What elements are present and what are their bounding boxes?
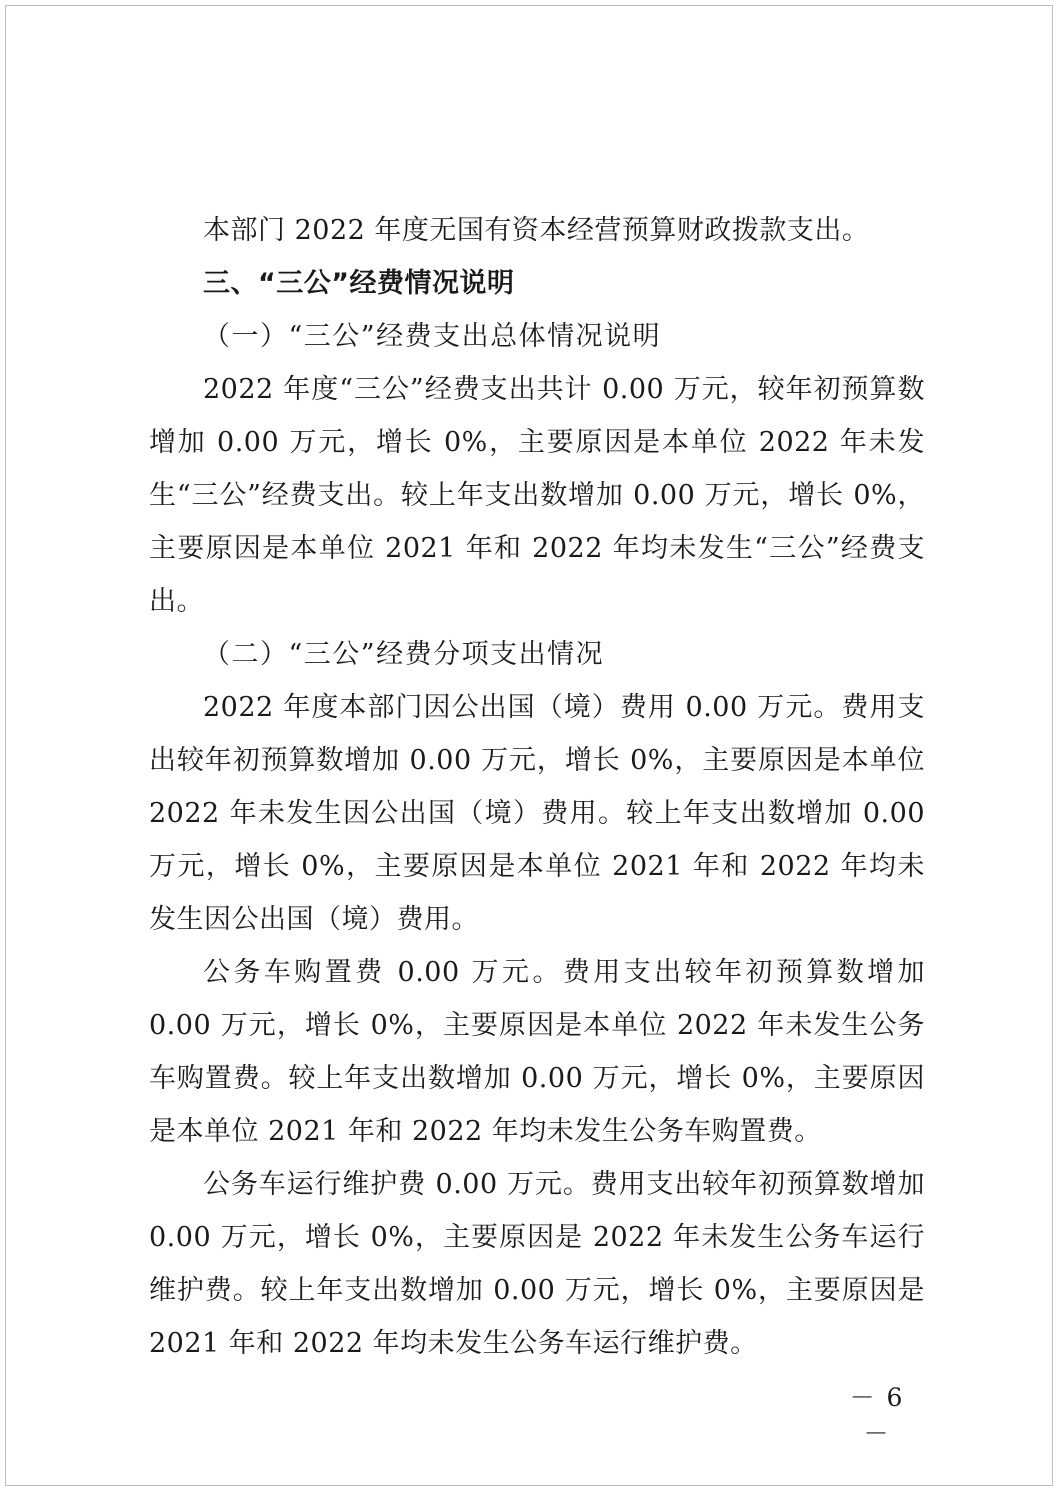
paragraph-vehicle-operation: 公务车运行维护费 0.00 万元。费用支出较年初预算数增加 0.00 万元，增长 0%，主要原因是 2022 年未发生公务车运行维护费。较上年支出数增加 0.00 万元，增长 0%，主要原因是 2021 年和 2022 年均未发生公务车运行维护费。	[149, 1169, 925, 1359]
paragraph-overseas-travel: 2022 年度本部门因公出国（境）费用 0.00 万元。费用支出较年初预算数增加 0.00 万元，增长 0%，主要原因是本单位 2022 年未发生因公出国（境）费用。较上年支出数增加 0.00 万元，增长 0%，主要原因是本单位 2021 年和 2022 年均未发生因公出国（境）费用。	[149, 692, 925, 935]
subheading-overall: （一）“三公”经费支出总体情况说明	[203, 321, 662, 352]
document-body	[149, 204, 925, 1370]
document-page	[5, 5, 1053, 1486]
paragraph-vehicle-purchase: 公务车购置费 0.00 万元。费用支出较年初预算数增加 0.00 万元，增长 0%，主要原因是本单位 2022 年未发生公务车购置费。较上年支出数增加 0.00 万元，增长 0%，主要原因是本单位 2021 年和 2022 年均未发生公务车购置费。	[149, 957, 925, 1147]
page-number: － 6 －	[849, 1383, 905, 1448]
paragraph-state-capital-budget: 本部门 2022 年度无国有资本经营预算财政拨款支出。	[203, 215, 870, 246]
paragraph-overall-expenditure: 2022 年度“三公”经费支出共计 0.00 万元，较年初预算数增加 0.00 万元，增长 0%，主要原因是本单位 2022 年未发生“三公”经费支出。较上年支出数增加 0.00 万元，增长 0%，主要原因是本单位 2021 年和 2022 年均未发生“三公”经费支出。	[149, 374, 925, 617]
subheading-itemized: （二）“三公”经费分项支出情况	[203, 639, 605, 670]
section-heading-three-public: 三、“三公”经费情况说明	[203, 268, 515, 299]
